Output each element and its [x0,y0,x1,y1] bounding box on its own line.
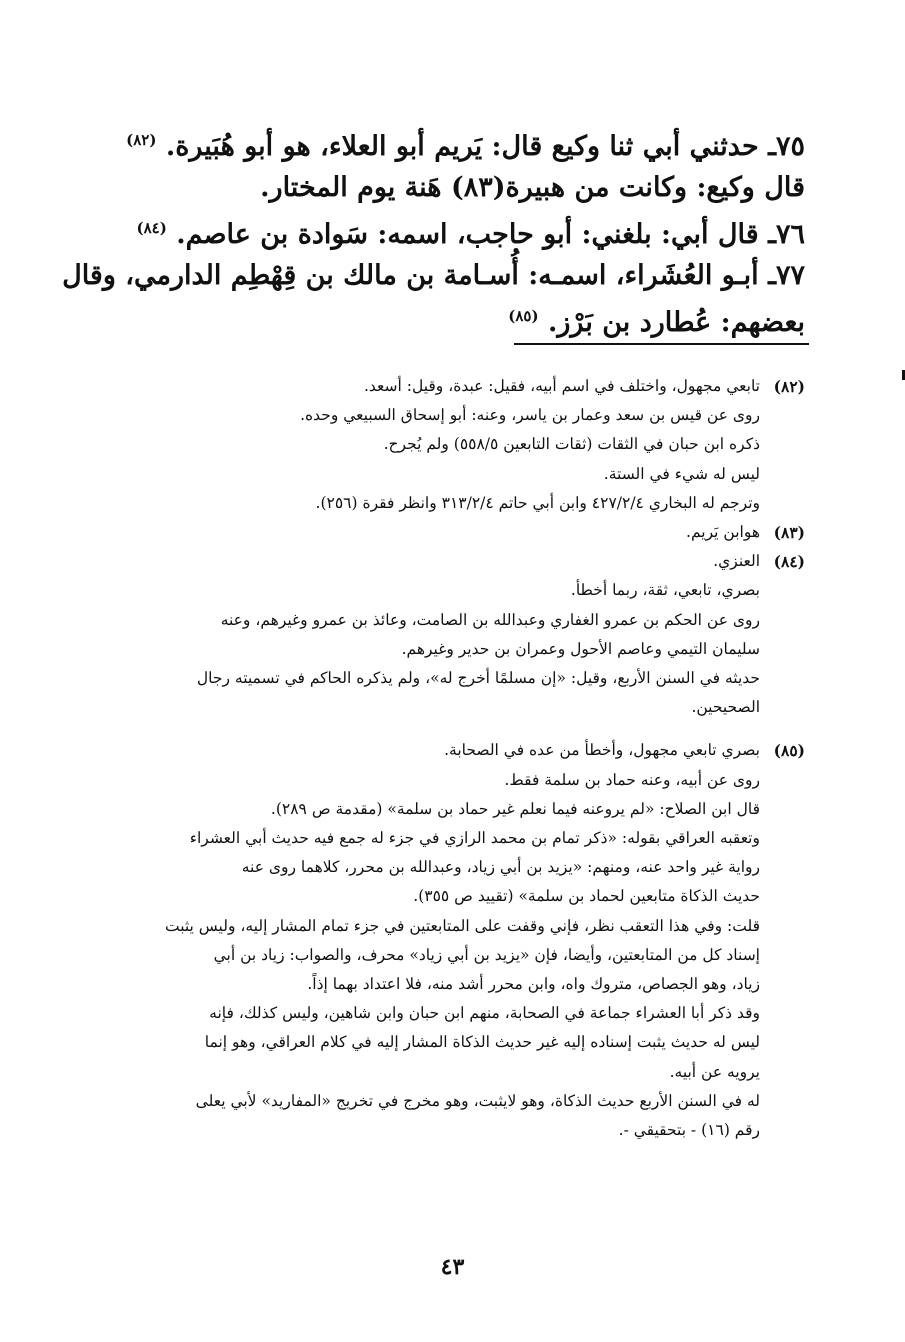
footnote-line: روى عن أبيه، وعنه حماد بن سلمة فقط. [504,770,760,789]
page-number: ٤٣ [440,1254,465,1280]
main-text-line-content: قال وكيع: وكانت من هبيرة(٨٣) هَنة يوم المختار. [260,172,805,203]
footnote-reference: (٨٥) [508,307,539,325]
main-text-line [105,167,805,208]
footnote-line: له في السنن الأربع حديث الذكاة، وهو لايثبت، وهو مخرج في تخريج «المفاريد» لأبي يعلى [195,1091,760,1110]
footnote-number: (٨٢) [773,377,805,396]
main-text-line [105,120,805,167]
footnote-line: سليمان التيمي وعاصم الأحول وعمران بن حدير وغيرهم. [401,639,760,658]
footnote-line: زياد، وهو الجصاص، متروك واه، وابن محرر أشد منه، فلا اعتداد بهما إذاً. [307,975,760,994]
footnote-entry [100,518,805,547]
footnote-number: (٨٥) [773,741,805,761]
main-text-line [105,208,805,255]
footnote-line: روى عن الحكم بن عمرو الغفاري وعبدالله بن الصامت، وعائذ بن عمرو وغيرهم، وعنه [220,610,760,629]
main-text-line-content: ٧٧ـ أبـو العُشَراء، اسمـه: أُسـامة بن مالك بن قِهْطِم الدارمي، وقال [62,260,805,291]
footnote-line: حديث الذكاة متابعين لحماد بن سلمة» (تقييد ص ٣٥٥). [413,887,760,906]
footnote-line: وترجم له البخاري ٤٢٧/٢/٤ وابن أبي حاتم ٣١٣/٢/٤ وانظر فقرة (٢٥٦). [315,493,760,512]
footnote-line: وقد ذكر أبا العشراء جماعة في الصحابة، منهم ابن حبان وابن شاهين، وليس كذلك، فإنه [209,1004,760,1023]
main-text-line [62,255,805,296]
footnote-line: تابعي مجهول، واختلف في اسم أبيه، فقيل: عبدة، وقيل: أسعد. [363,377,760,395]
main-text-block [62,120,805,343]
footnote-body [100,547,760,722]
main-text-line-content: ٧٦ـ قال أبي: بلغني: أبو حاجب، اسمه: سَوادة بن عاصم. [176,219,805,250]
footnote-line: قلت: وفي هذا التعقب نظر، فإني وقفت على المتابعتين في جزء تمام المشار إليه، وليس يثبت [164,916,760,935]
footnote-line: بصري تابعي مجهول، وأخطأ من عده في الصحابة. [444,741,760,760]
footnote-body [100,372,760,518]
footnote-entry [100,547,805,722]
footnote-line: رواية غير واحد عنه، ومنهم: «يزيد بن أبي زياد، وعبدالله بن محرر، كلاهما روى عنه [241,858,760,877]
footnote-line: وتعقبه العراقي بقوله: «ذكر تمام بن محمد الرازي في جزء له جمع فيه حديث أبي العشراء [189,829,760,848]
footnote-entry [100,372,805,518]
footnote-line: رقم (١٦) - بتحقيقي -. [618,1121,760,1140]
footnote-line: ليس له شيء في الستة. [603,464,760,483]
footnote-reference: (٨٢) [126,131,157,149]
main-text-line-content: ٧٥ـ حدثني أبي ثنا وكيع قال: يَريم أبو العلاء، هو أبو هُبَيرة. [165,131,805,162]
footnote-line: ذكره ابن حبان في الثقات (ثقات التابعين ٥٥٨/٥) ولم يُجرح. [383,435,760,454]
footnote-body [100,518,760,547]
footnote-line: قال ابن الصلاح: «لم يروعنه فيما نعلم غير حماد بن سلمة» (مقدمة ص ٢٨٩). [270,799,760,818]
footnote-divider [514,343,809,345]
footnote-line: إسناد كل من المتابعتين، وأيضا، فإن «يزيد بن أبي زياد» محرف، والصواب: زياد بن أبي [213,945,760,964]
footnotes-block [100,372,805,1145]
footnote-line: ليس له حديث يثبت إسناده إليه غير حديث الذكاة المشار إليه في كلام العراقي، وهو إنما [204,1033,760,1052]
main-text-line-content: بعضهم: عُطارد بن بَرْز. [547,307,805,338]
footnote-number: (٨٣) [773,523,805,543]
footnote-reference: (٨٤) [136,219,167,237]
footnote-line: الصحيحين. [691,698,760,717]
footnote-line: بصري، تابعي، ثقة، ربما أخطأ. [570,581,760,600]
footnote-line: حديثه في السنن الأربع، وقيل: «إن مسلمًا أخرج له»، ولم يذكره الحاكم في تسميته رجال [196,669,760,688]
main-text-line [105,296,805,343]
footnote-number: (٨٤) [773,552,805,572]
footnote-line: هوابن يَريم. [686,523,760,542]
footnote-body [100,736,760,1145]
footnote-line: روى عن قيس بن سعد وعمار بن ياسر، وعنه: أبو إسحاق السبيعي وحده. [300,406,760,425]
footnote-line: يرويه عن أبيه. [669,1062,760,1081]
footnote-entry [100,736,805,1145]
footnote-line: العنزي. [713,552,760,571]
